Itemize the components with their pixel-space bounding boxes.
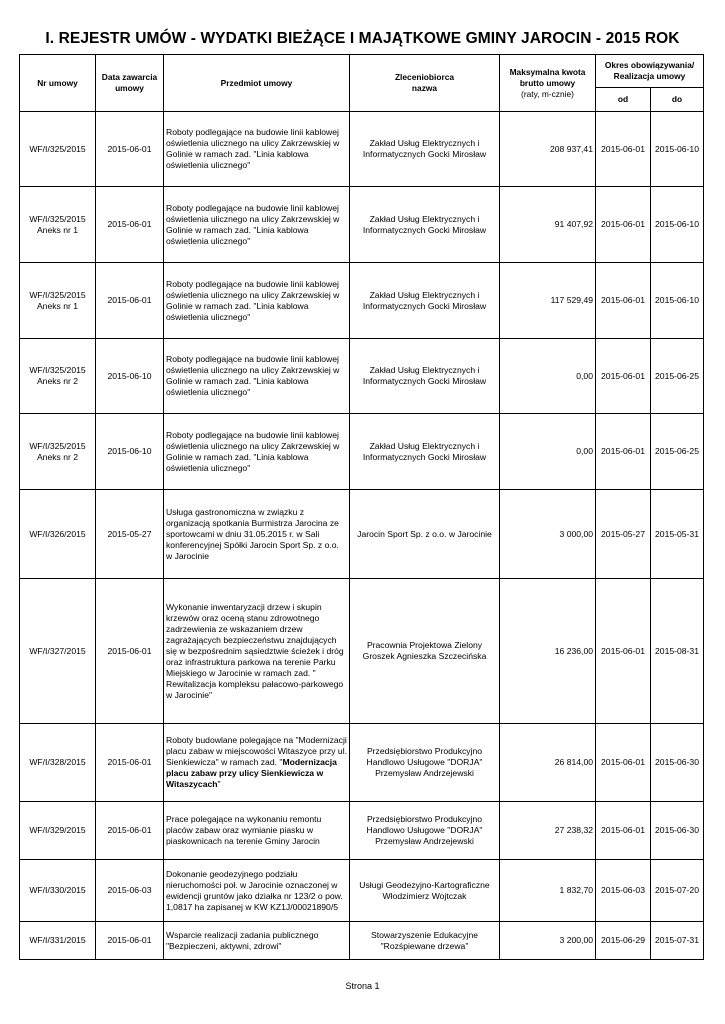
cell-od: 2015-06-01 — [596, 724, 651, 802]
cell-do: 2015-06-30 — [651, 802, 704, 860]
cell-kwota: 16 236,00 — [500, 579, 596, 724]
cell-zleceniobiorca: Przedsiębiorstwo Produkcyjno Handlowo Usługowe "DORJA" Przemysław Andrzejewski — [350, 724, 500, 802]
cell-od: 2015-06-01 — [596, 802, 651, 860]
cell-od: 2015-06-01 — [596, 579, 651, 724]
cell-nr: WF/I/328/2015 — [20, 724, 96, 802]
cell-do: 2015-06-10 — [651, 112, 704, 187]
cell-data: 2015-06-01 — [96, 724, 164, 802]
table-row — [20, 414, 704, 490]
cell-przedmiot-text: Roboty budowlane polegające na "Modernizacji placu zabaw w miejscowości Witaszyce przy ul. Sienkiewicza" w ramach zad. " — [166, 735, 348, 767]
cell-kwota: 0,00 — [500, 339, 596, 414]
table-row — [20, 490, 704, 579]
header-kwota-line1: Maksymalna kwota brutto umowy — [509, 66, 586, 88]
cell-kwota: 3 000,00 — [500, 490, 596, 579]
cell-zleceniobiorca: Zakład Usług Elektrycznych i Informatycznych Gocki Mirosław — [350, 263, 500, 339]
cell-kwota: 3 200,00 — [500, 922, 596, 960]
cell-do: 2015-06-10 — [651, 187, 704, 263]
table-row — [20, 922, 704, 960]
cell-kwota: 117 529,49 — [500, 263, 596, 339]
cell-nr: WF/I/326/2015 — [20, 490, 96, 579]
cell-od: 2015-06-01 — [596, 187, 651, 263]
cell-data: 2015-06-10 — [96, 339, 164, 414]
cell-przedmiot: Wykonanie inwentaryzacji drzew i skupin krzewów oraz oceną stanu zdrowotnego zadrzewienia ze wskazaniem drzew zagrażających bezpieczeństwu znajdujących się w bezpośrednim sąsiedztwie ścieżek i dróg oraz infrastruktura parkowa na terenie Parku Miejskiego w Jarocinie w ramach zad. " Rewitalizacja kompleksu pałacowo-parkowego w Jarocinie" — [164, 579, 350, 724]
header-zleceniobiorca-line1: Zleceniobiorca — [394, 72, 455, 82]
cell-data: 2015-06-01 — [96, 579, 164, 724]
cell-kwota: 27 238,32 — [500, 802, 596, 860]
cell-zleceniobiorca: Zakład Usług Elektrycznych i Informatycznych Gocki Mirosław — [350, 112, 500, 187]
cell-data: 2015-06-01 — [96, 187, 164, 263]
table-row — [20, 579, 704, 724]
cell-data: 2015-06-01 — [96, 922, 164, 960]
cell-od: 2015-06-03 — [596, 860, 651, 922]
table-row — [20, 187, 704, 263]
cell-kwota: 91 407,92 — [500, 187, 596, 263]
cell-data: 2015-05-27 — [96, 490, 164, 579]
page-title: I. REJESTR UMÓW - WYDATKI BIEŻĄCE I MAJĄTKOWE GMINY JAROCIN - 2015 ROK — [45, 30, 680, 47]
table-row — [20, 860, 704, 922]
cell-data: 2015-06-01 — [96, 112, 164, 187]
cell-kwota: 1 832,70 — [500, 860, 596, 922]
cell-przedmiot: Roboty podlegające na budowie linii kablowej oświetlenia ulicznego na ulicy Zakrzewskiej w Golinie w ramach zad. "Linia kablowa oświetlenia ulicznego" — [164, 263, 350, 339]
cell-do: 2015-05-31 — [651, 490, 704, 579]
cell-nr: WF/I/325/2015 Aneks nr 1 — [20, 187, 96, 263]
header-przedmiot: Przedmiot umowy — [164, 55, 350, 112]
cell-zleceniobiorca: Zakład Usług Elektrycznych i Informatycznych Gocki Mirosław — [350, 414, 500, 490]
cell-zleceniobiorca: Jarocin Sport Sp. z o.o. w Jarocinie — [350, 490, 500, 579]
cell-przedmiot: Usługa gastronomiczna w związku z organizacją spotkania Burmistrza Jarocina ze sportowcami w dniu 31.05.2015 r. w Sali konferencyjnej Spółki Jarocin Sport Sp. z o.o. w Jarocinie — [164, 490, 350, 579]
cell-przedmiot: Wsparcie realizacji zadania publicznego "Bezpieczeni, aktywni, zdrowi" — [164, 922, 350, 960]
cell-zleceniobiorca: Usługi Geodezyjno-Kartograficzne Włodzimierz Wojtczak — [350, 860, 500, 922]
table-row — [20, 339, 704, 414]
cell-do: 2015-06-10 — [651, 263, 704, 339]
cell-przedmiot: Roboty podlegające na budowie linii kablowej oświetlenia ulicznego na ulicy Zakrzewskiej w Golinie w ramach zad. "Linia kablowa oświetlenia ulicznego" — [164, 339, 350, 414]
cell-zleceniobiorca: Pracownia Projektowa Zielony Groszek Agnieszka Szczecińska — [350, 579, 500, 724]
cell-data: 2015-06-01 — [96, 802, 164, 860]
page-footer: Strona 1 — [345, 981, 380, 991]
header-zleceniobiorca-line2: nazwa — [411, 83, 438, 93]
cell-kwota: 0,00 — [500, 414, 596, 490]
cell-przedmiot-bold: Modernizacja placu zabaw przy ulicy Sienkiewicza w Witaszycach — [166, 757, 337, 789]
table-row — [20, 724, 704, 802]
cell-data: 2015-06-10 — [96, 414, 164, 490]
cell-data: 2015-06-03 — [96, 860, 164, 922]
cell-nr: WF/I/325/2015 — [20, 112, 96, 187]
cell-przedmiot: Dokonanie geodezyjnego podziału nieruchomości poł. w Jarocinie oznaczonej w ewidencji gruntów jako działka nr 123/2 o pow. 1,0817 ha zapisanej w KW KZ1J/00021890/5 — [164, 860, 350, 922]
cell-od: 2015-06-01 — [596, 339, 651, 414]
cell-nr: WF/I/325/2015 Aneks nr 1 — [20, 263, 96, 339]
header-okres: Okres obowiązywania/ Realizacja umowy — [596, 55, 704, 88]
cell-nr: WF/I/330/2015 — [20, 860, 96, 922]
header-zleceniobiorca — [350, 55, 500, 112]
table-row — [20, 112, 704, 187]
contracts-table — [19, 54, 704, 960]
cell-zleceniobiorca: Stowarzyszenie Edukacyjne "Rozśpiewane drzewa" — [350, 922, 500, 960]
cell-kwota: 208 937,41 — [500, 112, 596, 187]
cell-zleceniobiorca: Zakład Usług Elektrycznych i Informatycznych Gocki Mirosław — [350, 339, 500, 414]
cell-do: 2015-07-31 — [651, 922, 704, 960]
cell-nr: WF/I/325/2015 Aneks nr 2 — [20, 339, 96, 414]
header-nr: Nr umowy — [20, 55, 96, 112]
cell-przedmiot-end: " — [217, 779, 221, 789]
cell-od: 2015-06-01 — [596, 112, 651, 187]
cell-data: 2015-06-01 — [96, 263, 164, 339]
cell-nr: WF/I/331/2015 — [20, 922, 96, 960]
cell-zleceniobiorca: Przedsiębiorstwo Produkcyjno Handlowo Usługowe "DORJA" Przemysław Andrzejewski — [350, 802, 500, 860]
cell-nr: WF/I/329/2015 — [20, 802, 96, 860]
cell-od: 2015-06-29 — [596, 922, 651, 960]
cell-zleceniobiorca: Zakład Usług Elektrycznych i Informatycznych Gocki Mirosław — [350, 187, 500, 263]
cell-przedmiot: Roboty podlegające na budowie linii kablowej oświetlenia ulicznego na ulicy Zakrzewskiej w Golinie w ramach zad. "Linia kablowa oświetlenia ulicznego" — [164, 187, 350, 263]
cell-nr: WF/I/325/2015 Aneks nr 2 — [20, 414, 96, 490]
cell-od: 2015-05-27 — [596, 490, 651, 579]
cell-do: 2015-07-20 — [651, 860, 704, 922]
cell-do: 2015-06-25 — [651, 339, 704, 414]
cell-przedmiot — [164, 724, 350, 802]
cell-nr: WF/I/327/2015 — [20, 579, 96, 724]
cell-przedmiot: Roboty podlegające na budowie linii kablowej oświetlenia ulicznego na ulicy Zakrzewskiej w Golinie w ramach zad. "Linia kablowa oświetlenia ulicznego" — [164, 414, 350, 490]
cell-do: 2015-08-31 — [651, 579, 704, 724]
cell-przedmiot: Roboty podlegające na budowie linii kablowej oświetlenia ulicznego na ulicy Zakrzewskiej w Golinie w ramach zad. "Linia kablowa oświetlenia ulicznego" — [164, 112, 350, 187]
cell-kwota: 26 814,00 — [500, 724, 596, 802]
cell-do: 2015-06-25 — [651, 414, 704, 490]
table-row — [20, 802, 704, 860]
cell-od: 2015-06-01 — [596, 414, 651, 490]
table-row — [20, 263, 704, 339]
header-kwota-line2: (raty, m-cznie) — [521, 88, 574, 99]
header-do: do — [651, 88, 704, 112]
cell-do: 2015-06-30 — [651, 724, 704, 802]
cell-od: 2015-06-01 — [596, 263, 651, 339]
header-kwota — [500, 55, 596, 112]
header-od: od — [596, 88, 651, 112]
cell-przedmiot: Prace polegające na wykonaniu remontu placów zabaw oraz wymianie piasku w piaskownicach na terenie Gminy Jarocin — [164, 802, 350, 860]
header-data-zawarcia: Data zawarcia umowy — [96, 55, 164, 112]
